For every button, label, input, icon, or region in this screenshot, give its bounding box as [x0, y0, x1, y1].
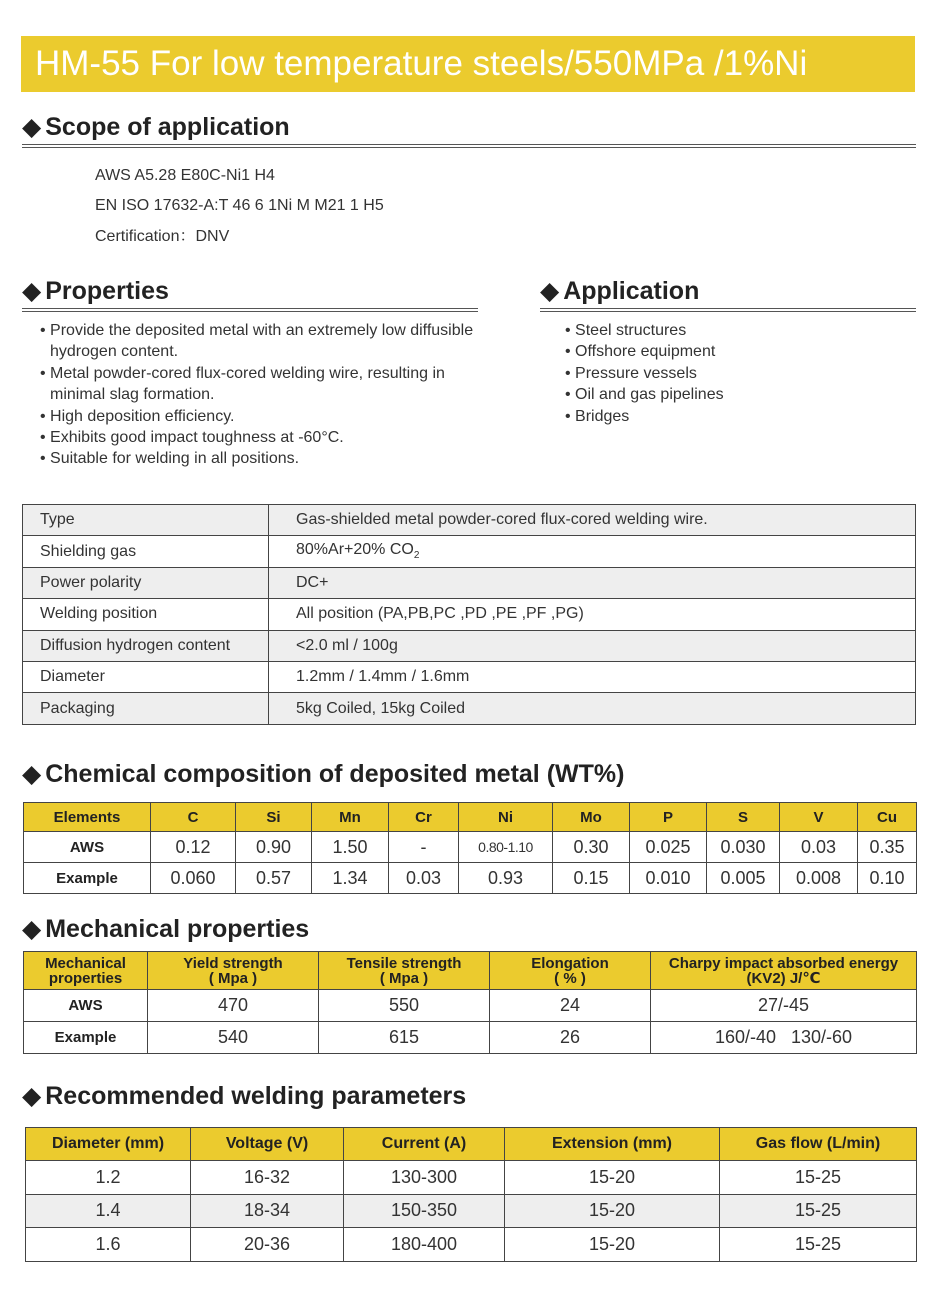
table-cell: 1.50 — [312, 832, 389, 863]
table-row — [24, 832, 917, 863]
diamond-icon: ◆ — [22, 277, 42, 305]
column-header: Diameter (mm) — [26, 1128, 191, 1161]
spec-label: Diffusion hydrogen content — [23, 630, 269, 661]
scope-line: AWS A5.28 E80C-Ni1 H4 — [95, 167, 275, 184]
table-cell: 160/-40 130/-60 — [651, 1022, 917, 1054]
column-header: Extension (mm) — [505, 1128, 720, 1161]
list-item: • Offshore equipment — [565, 341, 905, 362]
table-cell: 130-300 — [344, 1161, 505, 1195]
welding-parameters-table — [25, 1127, 917, 1262]
diamond-icon: ◆ — [22, 113, 42, 141]
chem-heading: ◆ Chemical composition of deposited metal (WT%) — [22, 760, 625, 788]
diamond-icon: ◆ — [22, 915, 42, 943]
table-row — [23, 536, 916, 567]
table-row — [23, 599, 916, 630]
properties-rule — [22, 308, 478, 312]
table-row — [23, 693, 916, 724]
row-header: AWS — [24, 990, 148, 1022]
scope-heading: ◆ Scope of application — [22, 113, 290, 141]
table-cell: 0.030 — [707, 832, 780, 863]
table-row — [26, 1228, 917, 1262]
table-row — [23, 630, 916, 661]
scope-rule — [22, 144, 916, 148]
diamond-icon: ◆ — [540, 277, 560, 305]
mech-heading: ◆ Mechanical properties — [22, 915, 310, 943]
application-rule — [540, 308, 916, 312]
column-header: P — [630, 803, 707, 832]
table-cell: 0.30 — [553, 832, 630, 863]
table-row — [24, 1022, 917, 1054]
row-header: AWS — [24, 832, 151, 863]
product-spec-table — [22, 504, 916, 725]
table-cell: 15-20 — [505, 1194, 720, 1228]
table-cell: 0.93 — [459, 863, 553, 894]
column-header: Cu — [858, 803, 917, 832]
spec-value: 1.2mm / 1.4mm / 1.6mm — [269, 661, 916, 692]
table-cell: 0.15 — [553, 863, 630, 894]
list-item: • Suitable for welding in all positions. — [40, 448, 480, 469]
chemical-composition-table — [23, 802, 917, 894]
table-cell: 540 — [148, 1022, 319, 1054]
spec-label: Power polarity — [23, 567, 269, 598]
spec-value: Gas-shielded metal powder-cored flux-cored welding wire. — [269, 505, 916, 536]
table-row — [23, 661, 916, 692]
table-cell: 1.2 — [26, 1161, 191, 1195]
column-header: Elongation ( % ) — [490, 952, 651, 990]
list-item: • High deposition efficiency. — [40, 406, 480, 427]
column-header: V — [780, 803, 858, 832]
column-header: Ni — [459, 803, 553, 832]
spec-label: Type — [23, 505, 269, 536]
table-row — [24, 990, 917, 1022]
table-cell: 0.57 — [236, 863, 312, 894]
diamond-icon: ◆ — [22, 1082, 42, 1110]
column-header: Yield strength ( Mpa ) — [148, 952, 319, 990]
table-cell: 180-400 — [344, 1228, 505, 1262]
table-cell: 15-20 — [505, 1228, 720, 1262]
table-cell: 18-34 — [191, 1194, 344, 1228]
table-cell: 0.10 — [858, 863, 917, 894]
weld-heading: ◆ Recommended welding parameters — [22, 1082, 467, 1110]
list-item: • Pressure vessels — [565, 363, 905, 384]
table-cell: 1.34 — [312, 863, 389, 894]
column-header: Tensile strength ( Mpa ) — [319, 952, 490, 990]
table-row — [23, 567, 916, 598]
table-cell: 0.03 — [780, 832, 858, 863]
scope-line: EN ISO 17632-A:T 46 6 1Ni M M21 1 H5 — [95, 197, 384, 214]
table-cell: 16-32 — [191, 1161, 344, 1195]
column-header: Elements — [24, 803, 151, 832]
application-list — [565, 320, 905, 427]
list-item: • Bridges — [565, 406, 905, 427]
spec-value: 80%Ar+20% $CO_2$ — [269, 536, 916, 567]
spec-label: Packaging — [23, 693, 269, 724]
table-cell: 15-25 — [720, 1194, 917, 1228]
application-heading: ◆ Application — [540, 277, 700, 305]
table-cell: 20-36 — [191, 1228, 344, 1262]
table-header-row — [24, 952, 917, 990]
table-cell: 24 — [490, 990, 651, 1022]
table-row — [23, 505, 916, 536]
table-cell: 150-350 — [344, 1194, 505, 1228]
table-cell: 0.90 — [236, 832, 312, 863]
table-cell: 1.6 — [26, 1228, 191, 1262]
diamond-icon: ◆ — [22, 760, 42, 788]
column-header: Gas flow (L/min) — [720, 1128, 917, 1161]
table-cell: 0.025 — [630, 832, 707, 863]
table-cell: 15-20 — [505, 1161, 720, 1195]
table-cell: 1.4 — [26, 1194, 191, 1228]
spec-label: Welding position — [23, 599, 269, 630]
table-cell: - — [389, 832, 459, 863]
list-item: • Steel structures — [565, 320, 905, 341]
column-header: Mo — [553, 803, 630, 832]
table-header-row — [26, 1128, 917, 1161]
column-header: Charpy impact absorbed energy (KV2) J/℃ — [651, 952, 917, 990]
column-header: C — [151, 803, 236, 832]
table-cell: 0.35 — [858, 832, 917, 863]
table-cell: 0.80-1.10 — [459, 832, 553, 863]
column-header: Cr — [389, 803, 459, 832]
spec-label: Diameter — [23, 661, 269, 692]
table-row — [24, 863, 917, 894]
row-header: Example — [24, 863, 151, 894]
mechanical-properties-table — [23, 951, 917, 1054]
column-header: Mechanical properties — [24, 952, 148, 990]
table-cell: 0.005 — [707, 863, 780, 894]
spec-value: 5kg Coiled, 15kg Coiled — [269, 693, 916, 724]
table-cell: 27/-45 — [651, 990, 917, 1022]
table-row — [26, 1194, 917, 1228]
title-banner — [21, 36, 915, 92]
spec-value: DC+ — [269, 567, 916, 598]
table-cell: 0.008 — [780, 863, 858, 894]
column-header: Voltage (V) — [191, 1128, 344, 1161]
spec-label: Shielding gas — [23, 536, 269, 567]
spec-value: All position (PA,PB,PC ,PD ,PE ,PF ,PG) — [269, 599, 916, 630]
table-cell: 470 — [148, 990, 319, 1022]
table-cell: 26 — [490, 1022, 651, 1054]
list-item: • Metal powder-cored flux-cored welding wire, resulting in minimal slag formation. — [40, 363, 480, 406]
table-row — [26, 1161, 917, 1195]
list-item: • Oil and gas pipelines — [565, 384, 905, 405]
scope-line: Certification：DNV — [95, 228, 230, 245]
table-cell: 550 — [319, 990, 490, 1022]
column-header: Current (A) — [344, 1128, 505, 1161]
column-header: S — [707, 803, 780, 832]
table-cell: 15-25 — [720, 1228, 917, 1262]
properties-list — [40, 320, 480, 470]
table-cell: 0.060 — [151, 863, 236, 894]
properties-heading: ◆ Properties — [22, 277, 169, 305]
column-header: Si — [236, 803, 312, 832]
table-cell: 615 — [319, 1022, 490, 1054]
spec-value: <2.0 ml / 100g — [269, 630, 916, 661]
list-item: • Exhibits good impact toughness at -60°C. — [40, 427, 480, 448]
list-item: • Provide the deposited metal with an extremely low diffusible hydrogen content. — [40, 320, 480, 363]
table-cell: 0.010 — [630, 863, 707, 894]
column-header: Mn — [312, 803, 389, 832]
table-cell: 0.12 — [151, 832, 236, 863]
table-cell: 0.03 — [389, 863, 459, 894]
table-cell: 15-25 — [720, 1161, 917, 1195]
row-header: Example — [24, 1022, 148, 1054]
table-header-row — [24, 803, 917, 832]
page-title: HM-55 For low temperature steels/550MPa /1%Ni — [35, 44, 808, 83]
